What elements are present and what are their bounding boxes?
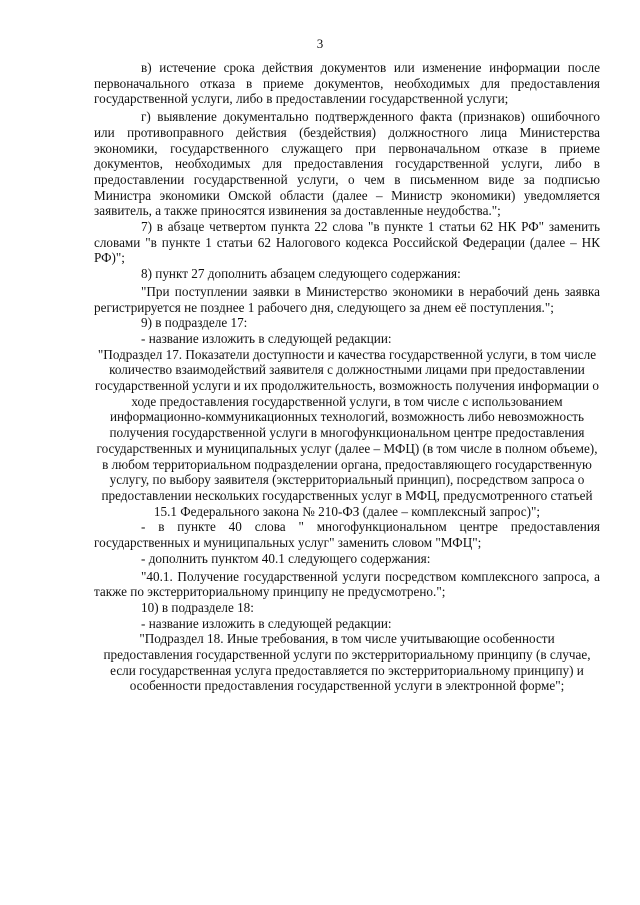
paragraph-amendment-9: 9) в подразделе 17: (141, 315, 248, 331)
paragraph-quote-40-1: "40.1. Получение государственной услуги посредством комплексного запроса, а также по экстерриториальному принципу не предусмотрено."; (94, 568, 600, 600)
paragraph-title-instruction-17: - название изложить в следующей редакции: (141, 330, 392, 346)
paragraph-add-40-1: - дополнить пунктом 40.1 следующего содержания: (141, 550, 431, 566)
page-number: 3 (316, 36, 324, 51)
paragraph-point-40: - в пункте 40 слова " многофункциональном центре предоставления государственных и муниципальных услуг" заменить словом "МФЦ"; (94, 519, 600, 551)
paragraph-amendment-10: 10) в подразделе 18: (141, 599, 254, 615)
paragraph-quote-27: "При поступлении заявки в Министерство экономики в нерабочий день заявка регистрируется не позднее 1 рабочего дня, следующего за днем её поступления."; (94, 283, 600, 315)
paragraph-title-18: "Подраздел 18. Иные требования, в том числе учитывающие особенности предоставления государственной услуги по экстерриториальному принципу (в случае, если государственная услуга предоставляется по экстерриториальному принципу) и особенности предоставления государственной услуги в электронной форме"; (103, 631, 591, 694)
paragraph-amendment-7: 7) в абзаце четвертом пункта 22 слова "в пункте 1 статьи 62 НК РФ" заменить словами "в пункте 1 статьи 62 Налогового кодекса Российской Федерации (далее – НК РФ)"; (94, 219, 600, 266)
paragraph-title-17: "Подраздел 17. Показатели доступности и качества государственной услуги, в том числе количество взаимодействий заявителя с должностными лицами при предоставлении государственной услуги и их продолжительность, возможность получения информации о ходе предоставления государственной услуги, в том числе с использованием информационно-коммуникационных технологий, возможность либо невозможность получения государственной услуги в многофункциональном центре предоставления государственных и муниципальных услуг (далее – МФЦ) (в том числе в полном объеме), в любом территориальном подразделении органа, предоставляющего государственную услугу, по выбору заявителя (экстерриториальный принцип), посредством запроса о предоставлении нескольких государственных услуг в МФЦ, предусмотренного статьей 15.1 Федерального закона № 210-ФЗ (далее – комплексный запрос)"; (95, 346, 599, 519)
paragraph-amendment-8: 8) пункт 27 дополнить абзацем следующего содержания: (141, 266, 461, 282)
paragraph-title-instruction-18: - название изложить в следующей редакции: (141, 615, 392, 631)
paragraph-item-g: г) выявление документально подтвержденного факта (признаков) ошибочного или противоправного действия (бездействия) должностного лица Министерства экономики, государственного служащего при первоначальном отказе в приеме документов, необходимых для предоставления государственной услуги, либо в предоставлении государственной услуги, о чем в письменном виде за подписью Министра экономики Омской области (далее – Министр экономики) уведомляется заявитель, а также приносятся извинения за доставленные неудобства."; (94, 109, 600, 219)
document-body (94, 60, 600, 694)
paragraph-item-v: в) истечение срока действия документов или изменение информации после первоначального отказа в приеме документов, необходимых для предоставления государственной услуги, либо в предоставлении государственной услуги; (94, 60, 600, 107)
